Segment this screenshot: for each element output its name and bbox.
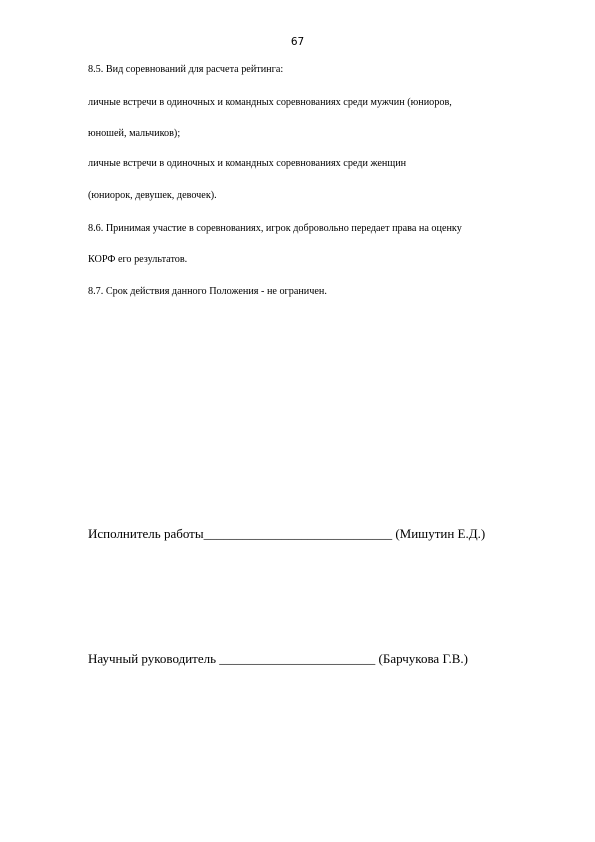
section-8-6-line-2: КОРФ его результатов. (88, 254, 188, 265)
men-competitions-line-2: юношей, мальчиков); (88, 128, 181, 139)
section-8-6-line-1: 8.6. Принимая участие в соревнованиях, игрок добровольно передает права на оценку (88, 223, 462, 234)
men-competitions-line-1: личные встречи в одиночных и командных соревнованиях среди мужчин (юниоров, (88, 97, 452, 108)
women-competitions-line-2: (юниорок, девушек, девочек). (88, 190, 217, 201)
page-number: 67 (290, 36, 305, 48)
supervisor-signature-line: Научный руководитель ________________________ (Барчукова Г.В.) (88, 651, 469, 666)
section-8-7: 8.7. Срок действия данного Положения - не ограничен. (88, 286, 327, 297)
executor-signature-line: Исполнитель работы_____________________________ (Мишутин Е.Д.) (88, 526, 486, 541)
section-8-5-heading: 8.5. Вид соревнований для расчета рейтинга: (88, 64, 284, 75)
women-competitions-line-1: личные встречи в одиночных и командных соревнованиях среди женщин (88, 158, 407, 169)
